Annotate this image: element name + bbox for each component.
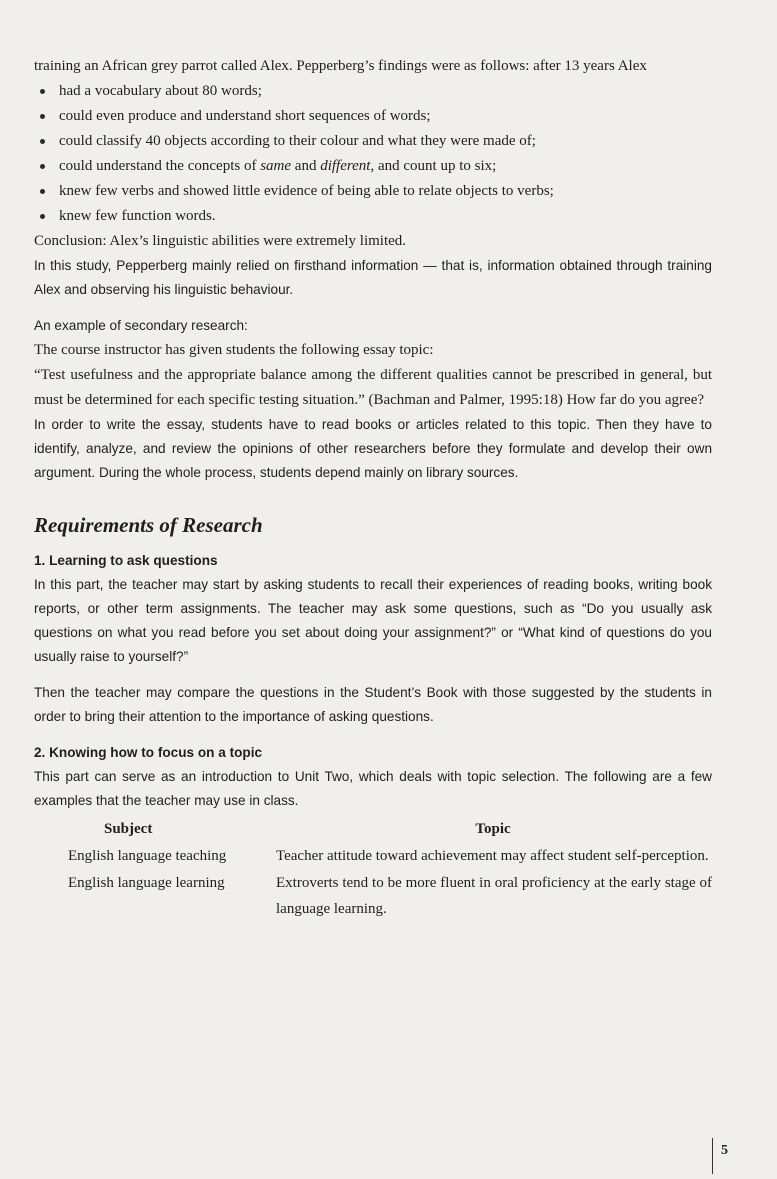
findings-list xyxy=(34,79,712,229)
secondary-explanation: In order to write the essay, students have to read books or articles related to this topic. Then they have to identify, analyze, and review the opinions of other researchers before they formulate and develop their own argument. During the whole process, students depend mainly on library sources. xyxy=(34,417,712,480)
finding-item xyxy=(34,104,712,129)
subsection-2-paragraph-1: This part can serve as an introduction to Unit Two, which deals with topic selection. The following are a few examples that the teacher may use in class. xyxy=(34,769,712,808)
finding-text: had a vocabulary about 80 words; xyxy=(59,83,262,99)
intro-paragraph: training an African grey parrot called Alex. Pepperberg’s findings were as follows: after 13 years Alex xyxy=(34,58,647,74)
subsection-1-paragraph-2: Then the teacher may compare the questions in the Student’s Book with those suggested by the students in order to bring their attention to the importance of asking questions. xyxy=(34,685,712,724)
finding-text: could classify 40 objects according to their colour and what they were made of; xyxy=(59,133,536,149)
table-row xyxy=(34,843,712,869)
page-content xyxy=(34,54,712,922)
subject-header: Subject xyxy=(104,821,153,837)
page-number: 5 xyxy=(712,1138,728,1174)
study-note: In this study, Pepperberg mainly relied on firsthand information — that is, information obtained through training Alex and observing his linguistic behaviour. xyxy=(34,258,712,297)
finding-text: knew few function words. xyxy=(59,208,216,224)
topic-cell: Teacher attitude toward achievement may affect student self-perception. xyxy=(276,848,709,864)
subject-cell: English language teaching xyxy=(68,848,227,864)
finding-item xyxy=(34,204,712,229)
table-row xyxy=(34,870,712,922)
conclusion-text: Conclusion: Alex’s linguistic abilities were extremely limited. xyxy=(34,233,407,249)
finding-text: and xyxy=(291,158,321,174)
finding-item xyxy=(34,179,712,204)
finding-term: different xyxy=(320,158,371,174)
table-header xyxy=(34,817,712,842)
finding-text: knew few verbs and showed little evidence of being able to relate objects to verbs; xyxy=(59,183,554,199)
finding-text: , and count up to six; xyxy=(370,158,497,174)
essay-quote: “Test usefulness and the appropriate balance among the different qualities cannot be prescribed in general, but must be determined for each specific testing situation.” (Bachman and Palmer, 1995:18) How far do you agree? xyxy=(34,367,712,408)
topic-cell: Extroverts tend to be more fluent in oral proficiency at the early stage of language learning. xyxy=(276,875,712,917)
subsection-heading-1: 1. Learning to ask questions xyxy=(34,553,218,568)
secondary-heading: An example of secondary research: xyxy=(34,318,248,333)
subject-cell: English language learning xyxy=(68,875,225,891)
finding-term: same xyxy=(260,158,292,174)
subsection-1-paragraph-1: In this part, the teacher may start by asking students to recall their experiences of reading books, writing book reports, or other term assignments. The teacher may ask some questions, such as “Do you usually ask questions on what you read before you set about doing your assignment?” or “What kind of questions do you usually raise to yourself?” xyxy=(34,577,712,664)
subject-topic-table xyxy=(34,817,712,922)
topic-header: Topic xyxy=(475,821,511,837)
finding-text: could even produce and understand short sequences of words; xyxy=(59,108,431,124)
finding-text: could understand the concepts of xyxy=(59,158,261,174)
finding-item xyxy=(34,154,712,179)
finding-item xyxy=(34,79,712,104)
subsection-heading-2: 2. Knowing how to focus on a topic xyxy=(34,745,263,760)
secondary-topic-intro: The course instructor has given students the following essay topic: xyxy=(34,342,434,358)
section-title: Requirements of Research xyxy=(34,513,263,537)
finding-item xyxy=(34,129,712,154)
